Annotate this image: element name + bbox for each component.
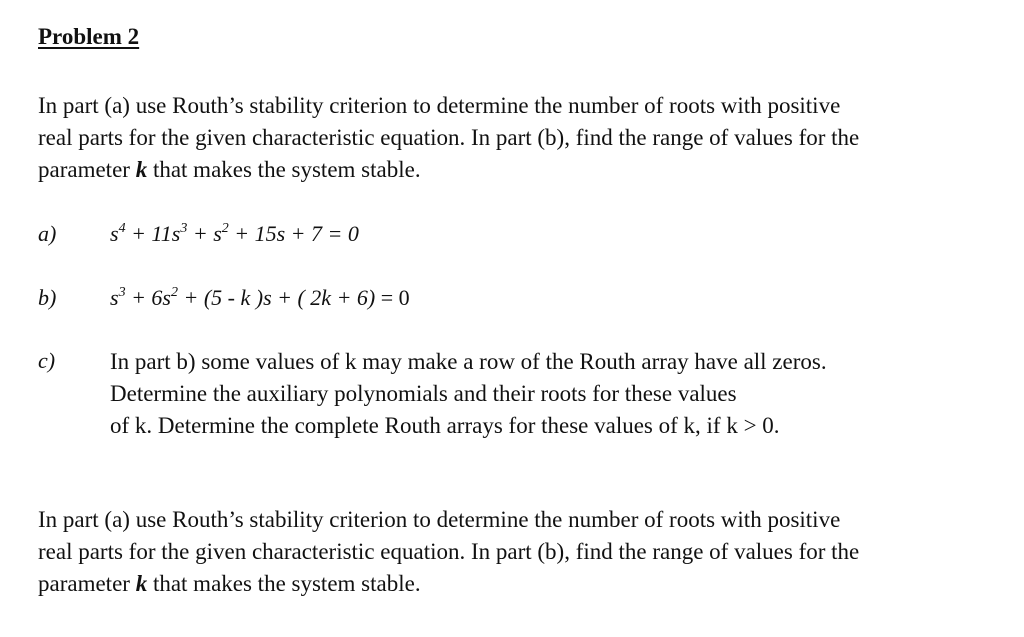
intro-line-1: In part (a) use Routh’s stability criterion to determine the number of roots with positive xyxy=(38,93,841,118)
part-a-label: a) xyxy=(38,221,57,246)
intro-line-3-pre: parameter xyxy=(38,157,136,182)
part-c-line-3: of k. Determine the complete Routh arrays for these values of k, if k > 0. xyxy=(110,413,780,438)
eq-a-exp-1: 4 xyxy=(118,221,126,236)
outro-param-k: k xyxy=(135,571,148,596)
part-c-line-2: Determine the auxiliary polynomials and their roots for these values xyxy=(110,381,737,406)
outro-line-1: In part (a) use Routh’s stability criterion to determine the number of roots with positive xyxy=(38,507,841,532)
intro-line-3 xyxy=(38,154,918,186)
part-a-equation xyxy=(110,221,359,247)
intro-line-2: real parts for the given characteristic equation. In part (b), find the range of values for the xyxy=(38,125,860,150)
eq-a-term-1: s xyxy=(110,221,119,246)
outro-line-2: real parts for the given characteristic equation. In part (b), find the range of values for the xyxy=(38,539,860,564)
outro-line-3 xyxy=(38,568,918,600)
intro-param-k: k xyxy=(135,157,148,182)
part-c-line-1: In part b) some values of k may make a row of the Routh array have all zeros. xyxy=(110,349,827,374)
outro-line-3-post: that makes the system stable. xyxy=(147,571,421,596)
eq-b-exp-2: 2 xyxy=(170,285,178,300)
eq-b-exp-1: 3 xyxy=(118,285,126,300)
eq-b-term-2: + 6s xyxy=(125,285,171,310)
eq-a-term-4: + 15s + 7 = 0 xyxy=(228,221,359,246)
eq-a-exp-2: 3 xyxy=(180,221,188,236)
eq-b-term-3: + (5 - k )s + ( 2k + 6) xyxy=(177,285,376,310)
part-b-equation xyxy=(110,285,410,311)
intro-line-3-post: that makes the system stable. xyxy=(147,157,421,182)
part-b-label: b) xyxy=(38,285,57,310)
outro-line-3-pre: parameter xyxy=(38,571,136,596)
eq-b-term-1: s xyxy=(110,285,119,310)
intro-paragraph xyxy=(38,90,918,186)
eq-a-term-3: + s xyxy=(187,221,222,246)
part-c-label: c) xyxy=(38,348,56,373)
eq-a-term-2: + 11s xyxy=(125,221,181,246)
outro-paragraph xyxy=(38,504,918,600)
page-title: Problem 2 xyxy=(38,24,140,49)
eq-a-exp-3: 2 xyxy=(221,221,229,236)
part-c-text xyxy=(110,346,827,442)
eq-b-term-4: = 0 xyxy=(375,285,410,310)
